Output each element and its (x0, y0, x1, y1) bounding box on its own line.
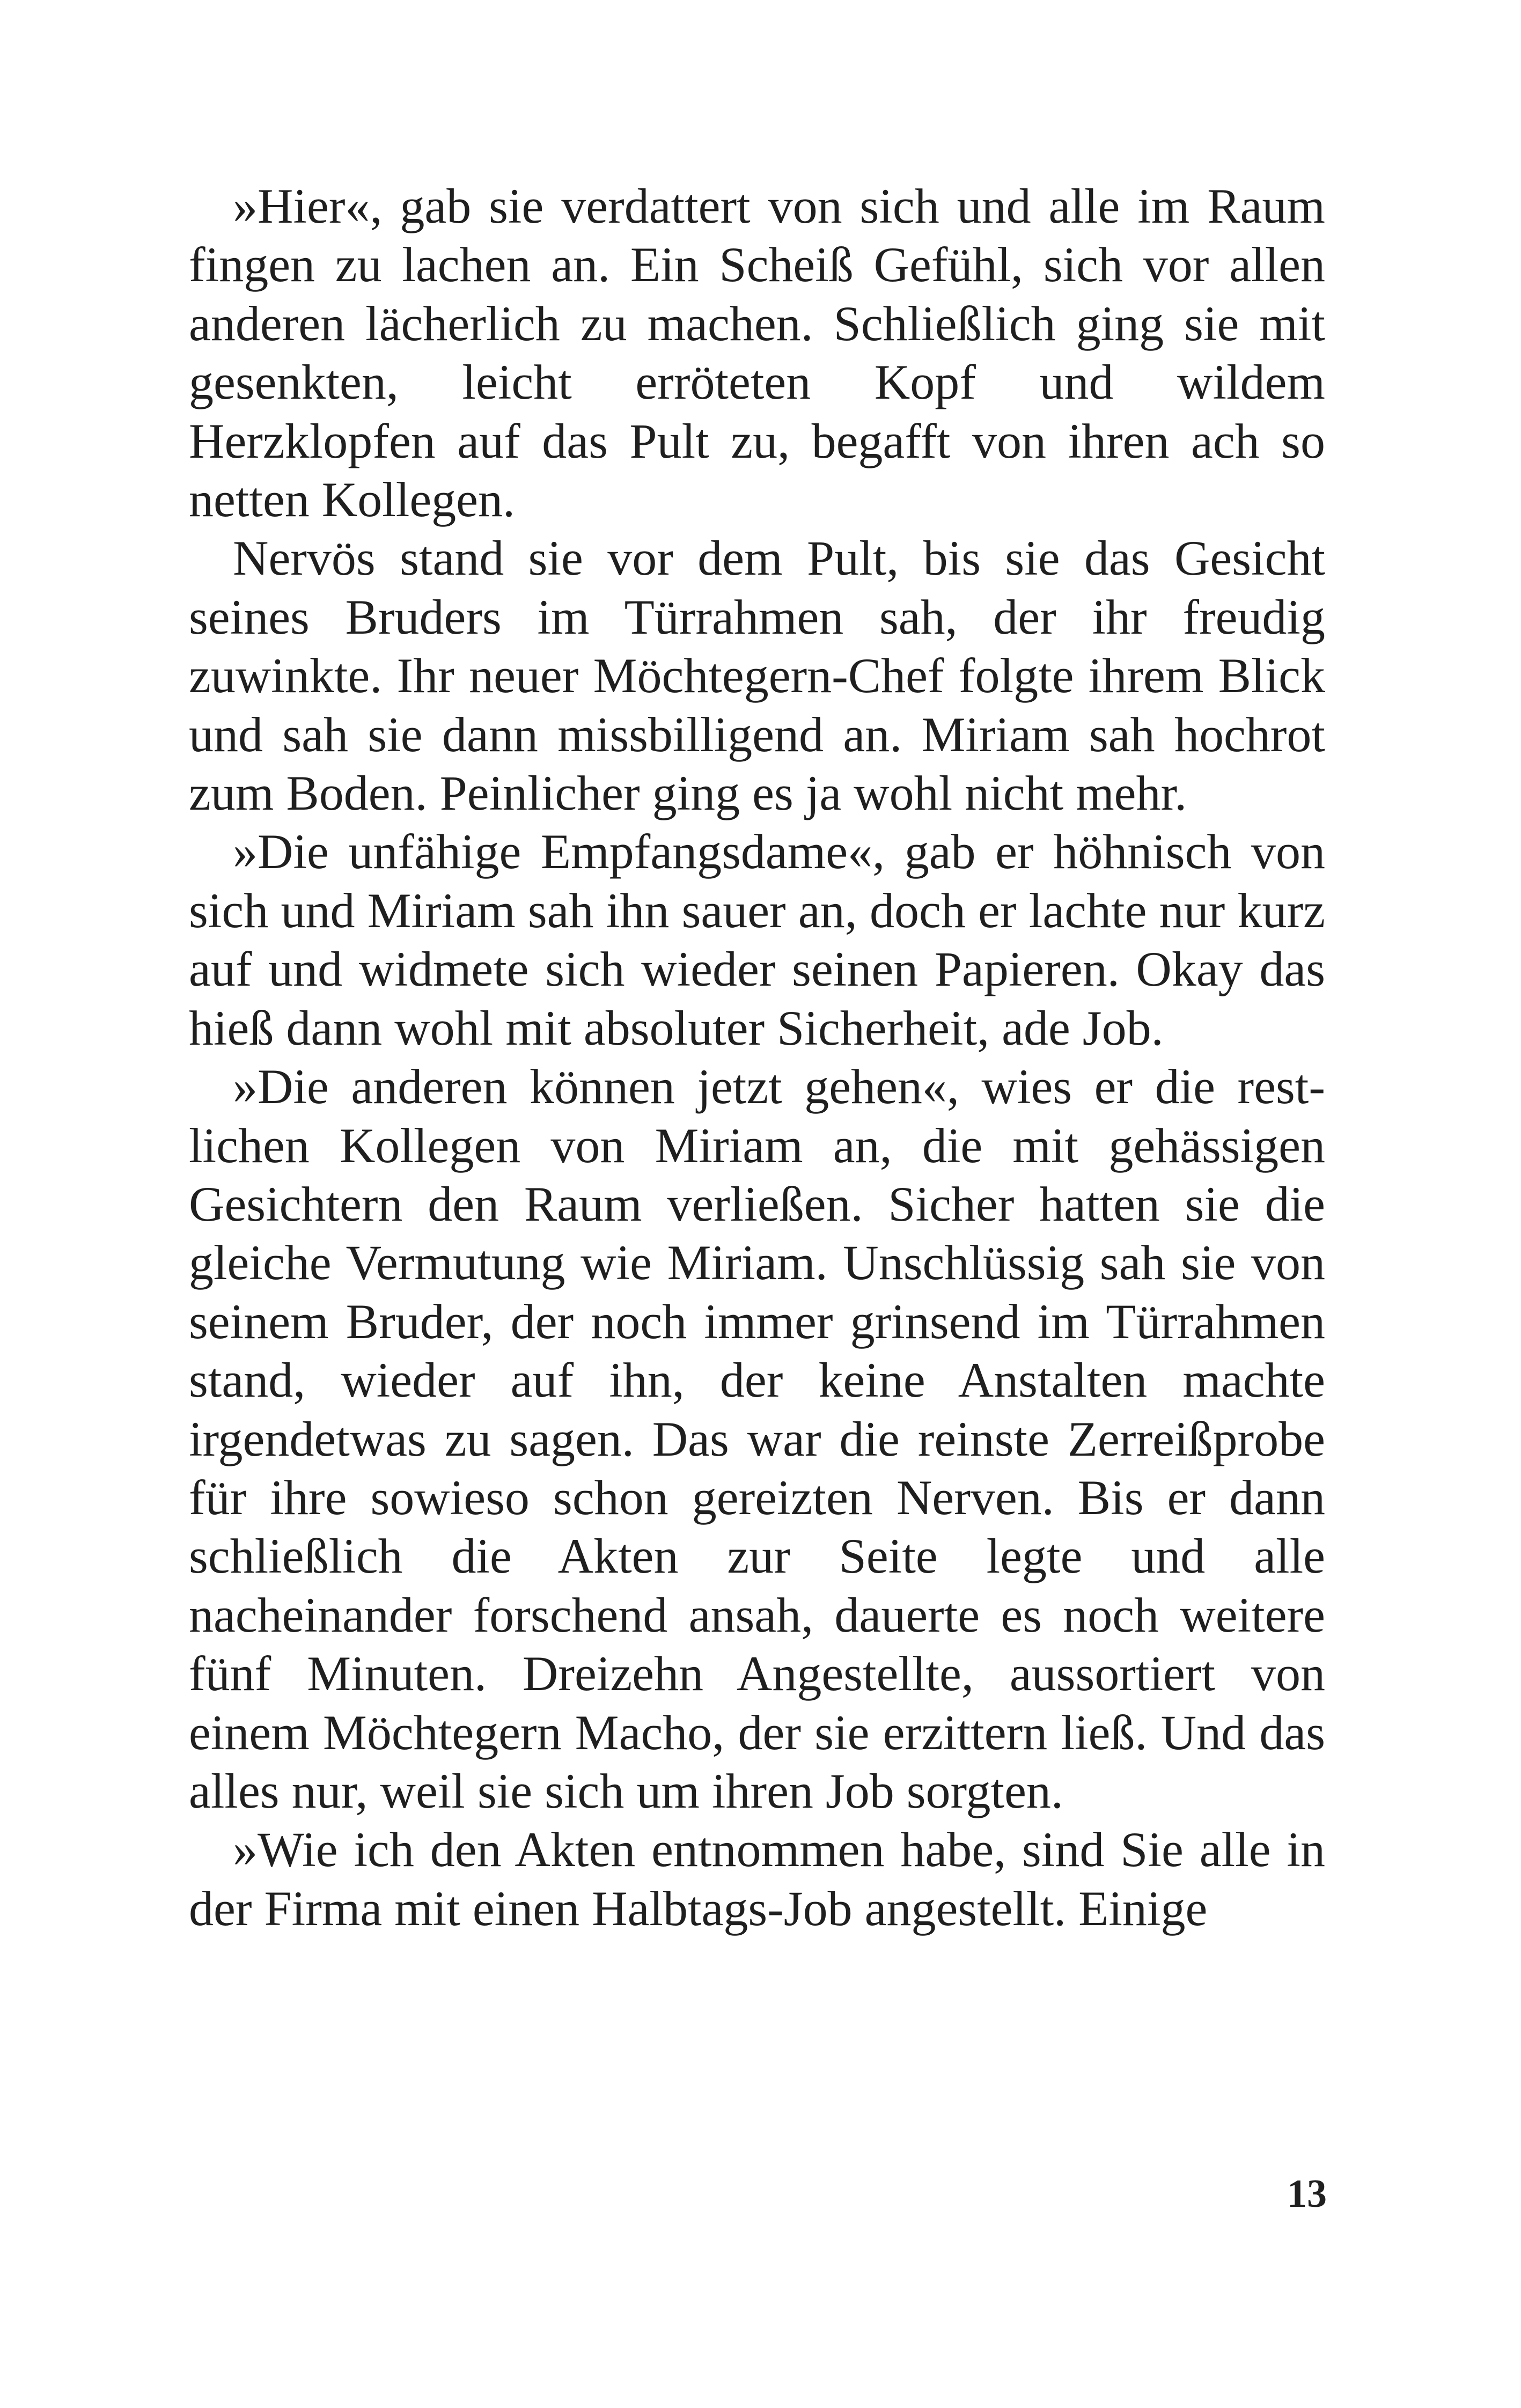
paragraph-5: »Wie ich den Akten entnommen habe, sind Sie alle in der Firma mit einen Halbtags-Job angestellt. Einige (189, 1822, 1325, 1936)
paragraph-2: Nervös stand sie vor dem Pult, bis sie das Gesicht seines Bruders im Türrahmen sah, der ihr freudig zuwinkte. Ihr neuer Möchtegern-Chef folgte ihrem Blick und sah sie dann missbilligend an. Miriam sah hochrot zum Boden. Peinlicher ging es ja wohl nicht mehr. (189, 531, 1325, 821)
paragraph-3: »Die unfähige Empfangsdame«, gab er höhnisch von sich und Miriam sah ihn sauer an, doch er lachte nur kurz auf und widmete sich wieder seinen Papieren. Okay das hieß dann wohl mit absoluter Sicherheit, ade Job. (189, 824, 1325, 1055)
body-text (189, 177, 1325, 1938)
page-number: 13 (1287, 2172, 1327, 2216)
paragraph-4: »Die anderen können jetzt gehen«, wies er die restlichen Kollegen von Miriam an, die mit gehässigen Gesichtern den Raum verließen. Sicher hatten sie die gleiche Vermutung wie Miriam. Unschlüssig sah sie von seinem Bruder, der noch immer grinsend im Türrahmen stand, wieder auf ihn, der keine Anstalten machte irgendetwas zu sagen. Das war die reinste Zerreißprobe für ihre sowieso schon gereizten Nerven. Bis er dann schließlich die Akten zur Seite legte und alle nacheinander forschend ansah, dauerte es noch weitere fünf Minuten. Dreizehn Angestellte, aussortiert von einem Möchtegern Macho, der sie erzittern ließ. Und das alles nur, weil sie sich um ihren Job sorgten. (189, 1059, 1325, 1818)
paragraph-1: »Hier«, gab sie verdattert von sich und alle im Raum fingen zu lachen an. Ein Scheiß Gefühl, sich vor allen anderen lächerlich zu machen. Schließlich ging sie mit gesenkten, leicht erröteten Kopf und wildem Herzklopfen auf das Pult zu, begafft von ihren ach so netten Kollegen. (189, 179, 1325, 527)
